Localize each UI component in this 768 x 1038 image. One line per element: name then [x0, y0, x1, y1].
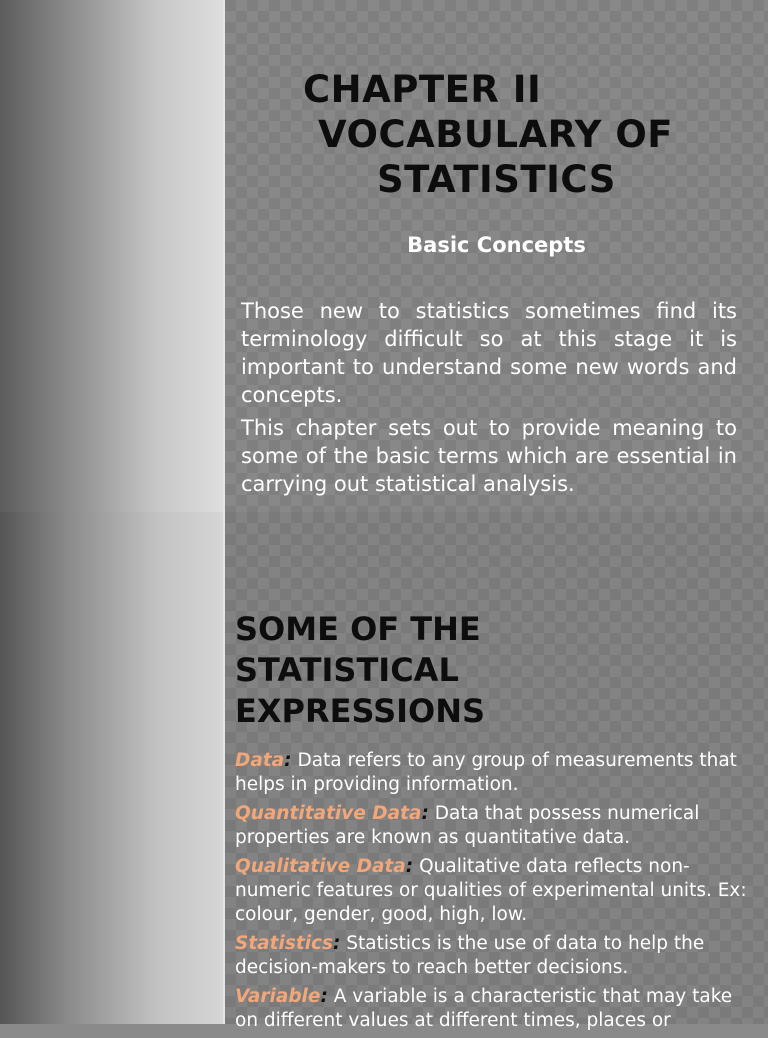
definition-term: Data: [235, 750, 285, 771]
definition-text: A variable is a characteristic that may take on different values at different times, places or: [235, 986, 733, 1031]
definition-colon: :: [405, 856, 414, 877]
chapter-title-line-3: STATISTICS: [377, 158, 616, 201]
slide-left-panel: [0, 512, 224, 1024]
definition-text: Qualitative data reflects non-numeric features or qualities of experimental units. Ex: colour, gender, good, high, low.: [235, 856, 747, 925]
chapter-title-line-2: VOCABULARY OF: [318, 113, 674, 156]
chapter-title-line-1: CHAPTER II: [303, 68, 542, 111]
section-heading-line-2: STATISTICAL: [235, 651, 459, 689]
definition-colon: :: [284, 750, 292, 771]
definition-text: Statistics is the use of data to help the decision-makers to reach better decisions.: [235, 933, 705, 978]
slide-subtitle: Basic Concepts: [407, 233, 586, 257]
slide-left-panel: [0, 0, 224, 512]
slide-1: [0, 0, 768, 512]
definition-item: [235, 932, 760, 980]
intro-paragraph-2: This chapter sets out to provide meaning to some of the basic terms which are essential in carrying out statistical analysis.: [241, 416, 737, 496]
definition-term: Qualitative Data: [235, 856, 406, 877]
section-heading: [235, 609, 485, 732]
definition-item: [235, 802, 760, 850]
definition-list: [235, 749, 760, 1038]
definition-term: Statistics: [235, 933, 334, 954]
section-heading-line-3: EXPRESSIONS: [235, 692, 486, 730]
definition-colon: :: [421, 803, 429, 824]
intro-paragraph-1: Those new to statistics sometimes find its terminology difficult so at this stage it is important to understand some new words and concepts.: [241, 299, 737, 407]
definition-text: Data refers to any group of measurements that helps in providing information.: [235, 750, 737, 795]
definition-colon: :: [333, 933, 341, 954]
definition-item: [235, 985, 760, 1033]
definition-item: [235, 749, 760, 797]
section-heading-line-1: SOME OF THE: [235, 610, 481, 648]
definition-term: Variable: [235, 986, 321, 1007]
definition-item: [235, 855, 760, 927]
definition-colon: :: [320, 986, 328, 1007]
definition-text: Data that possess numerical properties are known as quantitative data.: [235, 803, 700, 848]
definition-term: Quantitative Data: [235, 803, 422, 824]
